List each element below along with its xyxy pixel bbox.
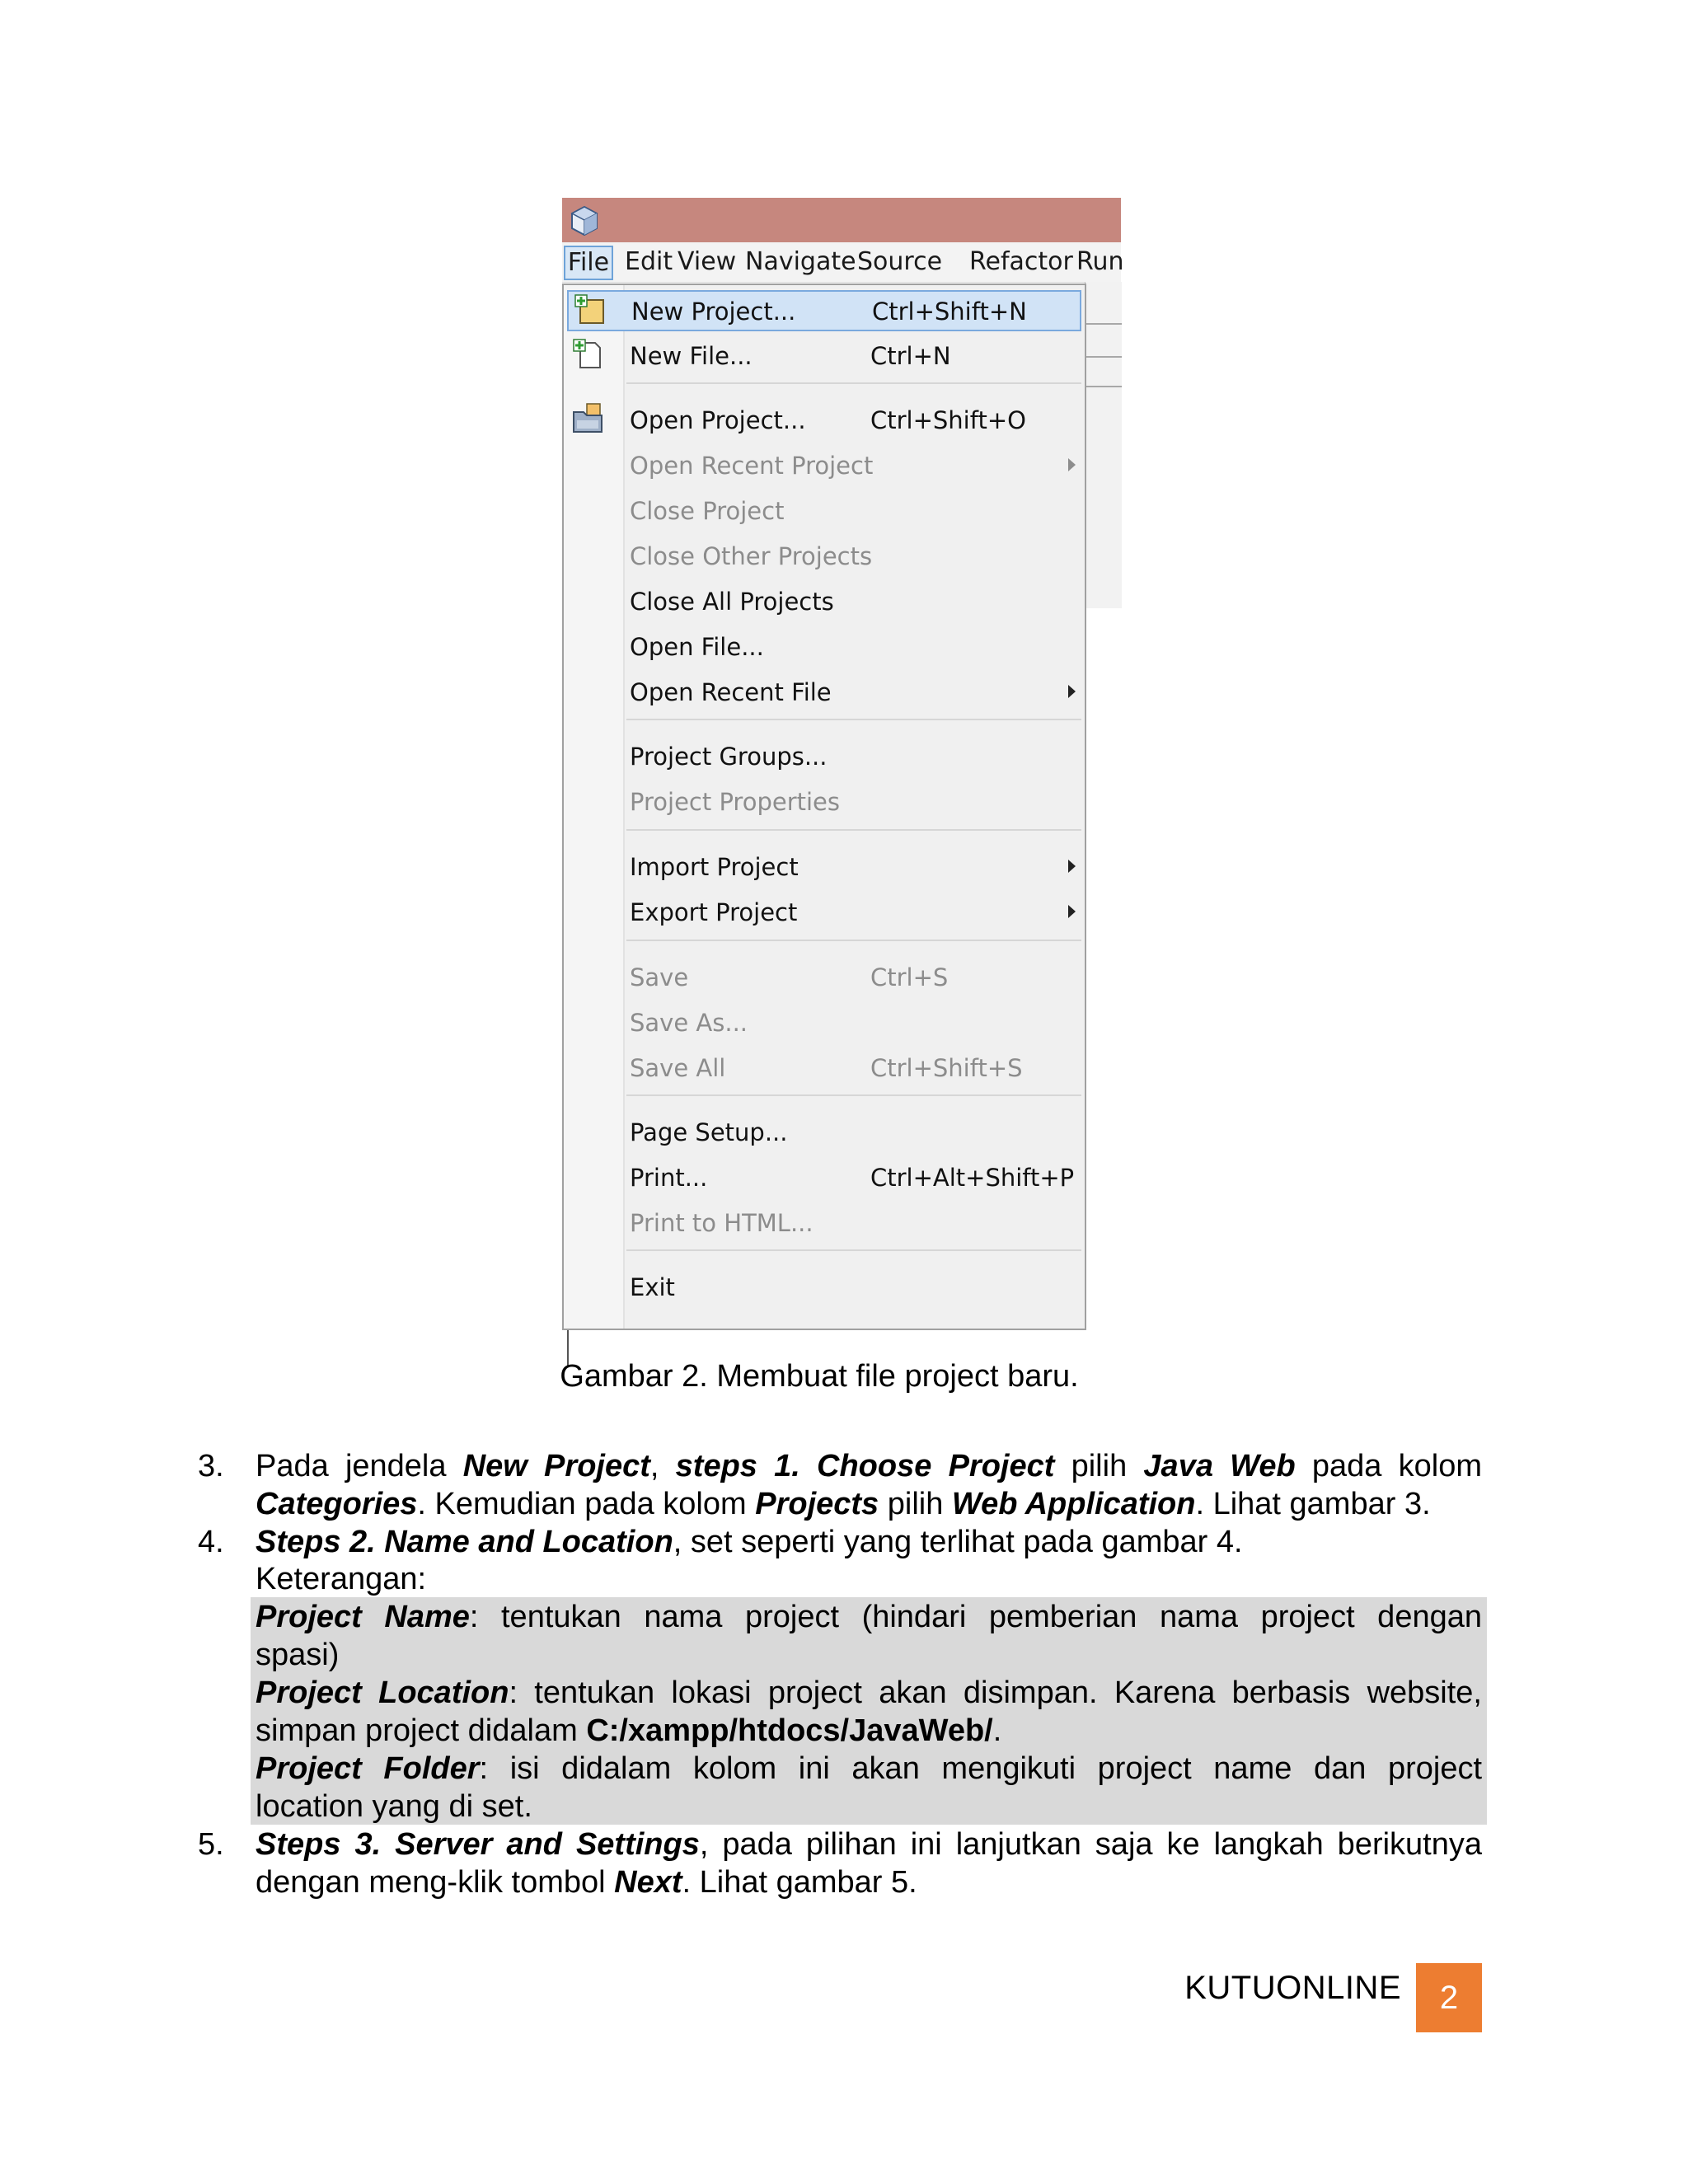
menu-item-label: Save xyxy=(630,963,689,991)
menu-separator xyxy=(626,940,1081,941)
toolbar-edge xyxy=(1085,282,1122,608)
menu-item-label: Export Project xyxy=(630,898,798,926)
menu-separator xyxy=(626,1094,1081,1096)
text: . xyxy=(992,1713,1002,1748)
bold-text: Steps 2. Name and Location xyxy=(256,1525,673,1559)
menu-item-label: Open Project... xyxy=(630,406,806,434)
menu-item-label: Page Setup... xyxy=(630,1118,788,1146)
menu-item-project-groups[interactable] xyxy=(564,735,1085,776)
menu-item-label: Open Recent File xyxy=(630,678,832,706)
menu-item-label: New File... xyxy=(630,342,753,370)
bold-text: Web Application xyxy=(951,1487,1196,1521)
menu-item-export-project[interactable] xyxy=(564,891,1085,932)
menu-bar xyxy=(562,242,1124,283)
menu-source[interactable]: Source xyxy=(857,247,943,276)
text: . Lihat gambar 5. xyxy=(682,1865,917,1900)
step-4-number: 4. xyxy=(198,1525,224,1559)
menu-item-import-project[interactable] xyxy=(564,846,1085,887)
menu-item-shortcut: Ctrl+S xyxy=(870,963,949,991)
menu-item-save[interactable] xyxy=(564,956,1085,997)
menu-item-project-properties[interactable] xyxy=(564,780,1085,822)
menu-item-open-recent-file[interactable] xyxy=(564,671,1085,712)
menu-item-exit[interactable] xyxy=(564,1266,1085,1307)
step-5-line-2 xyxy=(256,1863,1482,1901)
submenu-arrow-icon xyxy=(1068,685,1076,698)
caption-text: Gambar 2. Membuat file project baru. xyxy=(560,1359,1079,1394)
menu-item-new-file[interactable] xyxy=(564,335,1085,376)
text: . Lihat gambar 3. xyxy=(1195,1487,1431,1521)
text: : tentukan lokasi project akan disimpan. Karena berbasis website, xyxy=(509,1675,1482,1710)
text: , set seperti yang terlihat pada gambar 4. xyxy=(673,1525,1243,1559)
keterangan-label: Keterangan: xyxy=(256,1562,427,1596)
bold-text: Categories xyxy=(256,1487,418,1521)
note-project-location-line-2 xyxy=(256,1712,1482,1750)
text: pilih xyxy=(879,1487,952,1521)
menu-file[interactable]: File xyxy=(564,246,613,280)
menu-separator xyxy=(626,382,1081,384)
menu-item-label: Close All Projects xyxy=(630,588,834,616)
menu-item-label: Save As... xyxy=(630,1009,748,1037)
step-5-line-1 xyxy=(256,1825,1482,1863)
text: , pada pilihan ini lanjutkan saja ke langkah berikutnya xyxy=(699,1827,1483,1862)
path-text: C:/xampp/htdocs/JavaWeb/ xyxy=(586,1713,993,1748)
menu-separator xyxy=(626,829,1081,831)
bold-text: Next xyxy=(614,1865,682,1900)
note-project-name-line-1 xyxy=(256,1598,1482,1636)
text: : tentukan nama project (hindari pemberian nama project dengan xyxy=(469,1600,1482,1634)
step-3-number: 3. xyxy=(198,1449,224,1483)
step-3-line-2 xyxy=(256,1485,1482,1523)
window-title-bar xyxy=(562,198,1121,242)
text: , xyxy=(649,1449,676,1483)
menu-item-close-all-projects[interactable] xyxy=(564,580,1085,621)
new-project-icon xyxy=(574,293,607,326)
menu-edit[interactable]: Edit xyxy=(625,247,673,276)
menu-item-label: Open File... xyxy=(630,633,764,661)
menu-item-label: Close Other Projects xyxy=(630,542,873,570)
file-menu-dropdown xyxy=(562,284,1086,1330)
menu-item-shortcut: Ctrl+Shift+S xyxy=(870,1054,1023,1082)
netbeans-cube-icon xyxy=(569,205,600,237)
text: : isi didalam kolom ini akan mengikuti project name dan project xyxy=(479,1751,1483,1786)
file-menu-screenshot xyxy=(562,198,1124,1378)
open-project-icon xyxy=(572,402,605,435)
menu-item-label: Close Project xyxy=(630,497,785,525)
text: . Kemudian pada kolom xyxy=(417,1487,756,1521)
text: simpan project didalam xyxy=(256,1713,587,1748)
note-project-folder-line-1 xyxy=(256,1750,1482,1788)
step-5-number: 5. xyxy=(198,1827,224,1862)
menu-item-label: Save All xyxy=(630,1054,726,1082)
menu-item-label: Open Recent Project xyxy=(630,452,874,480)
menu-item-label: Project Groups... xyxy=(630,743,828,771)
bold-text: Java Web xyxy=(1143,1449,1296,1483)
menu-separator xyxy=(626,1249,1081,1251)
menu-item-save-all[interactable] xyxy=(564,1047,1085,1088)
submenu-arrow-icon xyxy=(1068,905,1076,918)
bold-text: Projects xyxy=(755,1487,879,1521)
bold-text: Steps 3. Server and Settings xyxy=(256,1827,700,1862)
menu-item-close-other-projects[interactable] xyxy=(564,535,1085,576)
note-project-location-line-1 xyxy=(256,1674,1482,1712)
new-file-icon xyxy=(572,338,605,371)
menu-run[interactable]: Run xyxy=(1076,247,1124,276)
menu-item-label: Print... xyxy=(630,1164,708,1192)
menu-item-open-file[interactable] xyxy=(564,626,1085,667)
menu-item-label: Project Properties xyxy=(630,788,840,816)
text: Pada jendela xyxy=(256,1449,463,1483)
menu-view[interactable]: View xyxy=(678,247,737,276)
page-number: 2 xyxy=(1416,1963,1482,2032)
menu-item-shortcut: Ctrl+Shift+O xyxy=(870,406,1026,434)
submenu-arrow-icon xyxy=(1068,860,1076,873)
bold-text: steps 1. Choose Project xyxy=(675,1449,1055,1483)
menu-item-label: Print to HTML... xyxy=(630,1209,814,1237)
bold-text: New Project xyxy=(462,1449,650,1483)
menu-item-page-setup[interactable] xyxy=(564,1111,1085,1152)
figure-caption xyxy=(0,1358,1688,1394)
step-4-line-1 xyxy=(256,1523,1482,1561)
step-3-line-1 xyxy=(256,1447,1482,1485)
note-project-name-line-2: spasi) xyxy=(256,1638,340,1672)
bold-text: Project Location xyxy=(256,1675,509,1710)
menu-item-open-recent-project[interactable] xyxy=(564,444,1085,485)
menu-item-print-to-html[interactable] xyxy=(564,1202,1085,1243)
note-project-folder-line-2: location yang di set. xyxy=(256,1789,532,1824)
menu-item-label: Exit xyxy=(630,1273,675,1301)
bold-text: Project Name xyxy=(256,1600,470,1634)
text: dengan meng-klik tombol xyxy=(256,1865,615,1900)
menu-item-shortcut: Ctrl+Shift+N xyxy=(872,298,1027,326)
menu-item-new-project[interactable] xyxy=(567,290,1081,331)
bold-text: Project Folder xyxy=(256,1751,480,1786)
text: pilih xyxy=(1054,1449,1144,1483)
menu-item-open-project[interactable] xyxy=(564,399,1085,440)
menu-item-label: New Project... xyxy=(631,298,796,326)
menu-item-label: Import Project xyxy=(630,853,799,881)
menu-item-print[interactable] xyxy=(564,1156,1085,1197)
menu-item-save-as[interactable] xyxy=(564,1001,1085,1043)
text: pada kolom xyxy=(1295,1449,1482,1483)
menu-item-shortcut: Ctrl+Alt+Shift+P xyxy=(870,1164,1075,1192)
menu-navigate[interactable]: Navigate xyxy=(745,247,856,276)
menu-item-shortcut: Ctrl+N xyxy=(870,342,951,370)
menu-item-close-project[interactable] xyxy=(564,490,1085,531)
submenu-arrow-icon xyxy=(1068,458,1076,471)
menu-refactor[interactable]: Refactor xyxy=(969,247,1073,276)
footer-brand: KUTUONLINE xyxy=(1184,1970,1401,2006)
menu-separator xyxy=(626,719,1081,720)
